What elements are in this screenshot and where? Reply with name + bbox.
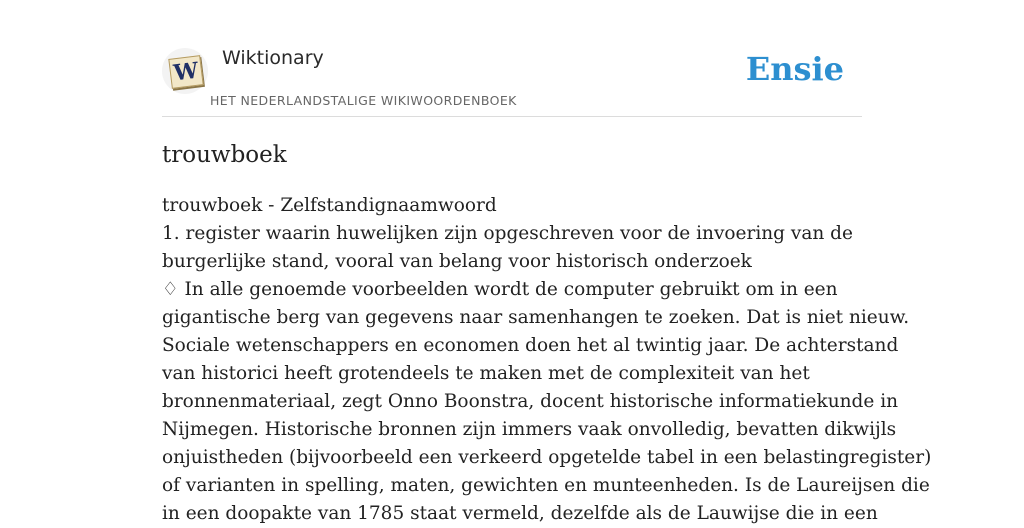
site-name[interactable]: Wiktionary <box>222 47 324 69</box>
entry-line: van historici heeft grotendeels te maken met de complexiteit van het <box>162 363 810 384</box>
ensie-brand-logo[interactable]: Ensie <box>745 50 844 88</box>
entry-line: gigantische berg van gegevens naar samenhangen te zoeken. Dat is niet nieuw. <box>162 307 910 328</box>
entry-line: burgerlijke stand, vooral van belang voor historisch onderzoek <box>162 251 752 272</box>
entry-line: ♢ In alle genoemde voorbeelden wordt de computer gebruikt om in een <box>162 279 838 300</box>
entry-body <box>162 192 932 528</box>
site-tagline: HET NEDERLANDSTALIGE WIKIWOORDENBOEK <box>210 93 517 108</box>
entry-line: of varianten in spelling, maten, gewichten en munteenheden. Is de Laureijsen die <box>162 475 930 496</box>
entry-line: trouwboek - Zelfstandignaamwoord <box>162 195 497 216</box>
entry-line: Sociale wetenschappers en economen doen het al twintig jaar. De achterstand <box>162 335 899 356</box>
entry-line: Nijmegen. Historische bronnen zijn immers vaak onvolledig, bevatten dikwijls <box>162 419 897 440</box>
wiktionary-logo-icon[interactable] <box>162 48 208 94</box>
entry-line: 1. register waarin huwelijken zijn opgeschreven voor de invoering van de <box>162 223 853 244</box>
logo-tile: W <box>168 55 203 89</box>
entry-line: in een doopakte van 1785 staat vermeld, dezelfde als de Lauwijse die in een <box>162 503 878 524</box>
site-header <box>162 44 862 117</box>
entry-line: bronnenmateriaal, zegt Onno Boonstra, docent historische informatiekunde in <box>162 391 899 412</box>
entry-line: onjuistheden (bijvoorbeeld een verkeerd opgetelde tabel in een belastingregister) <box>162 447 932 468</box>
entry-title: trouwboek <box>162 142 287 168</box>
